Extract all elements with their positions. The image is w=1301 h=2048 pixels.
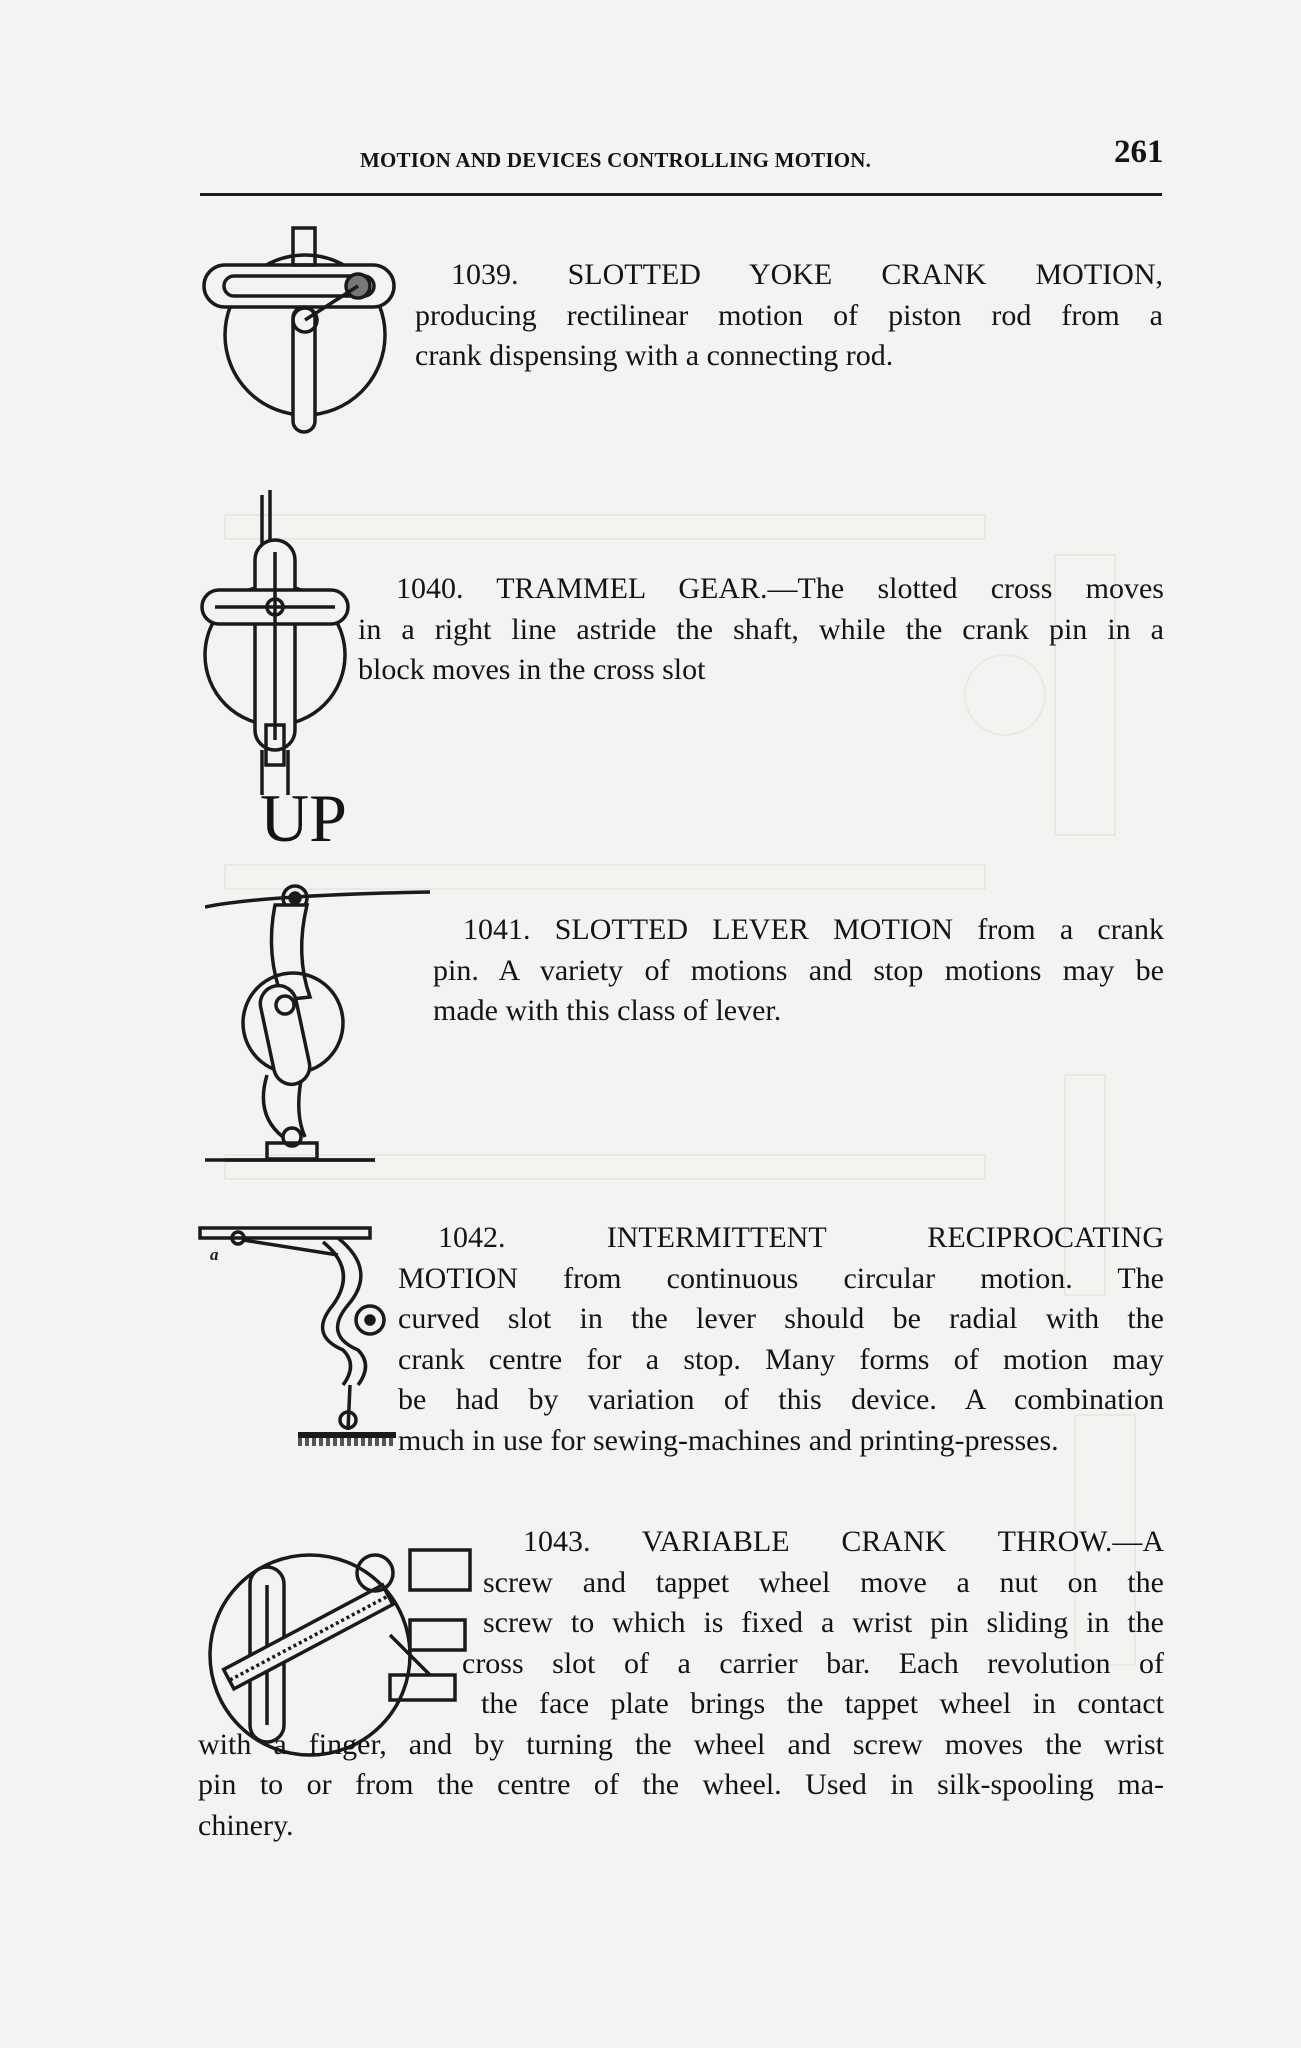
running-header: MOTION AND DEVICES CONTROLLING MOTION. xyxy=(360,148,872,172)
entry-line: in a right line astride the shaft, while the crank pin in a xyxy=(358,612,1164,646)
entry-line: 1039. SLOTTED YOKE CRANK MOTION, xyxy=(451,258,1163,291)
entry-line: crank centre for a stop. Many forms of motion may xyxy=(398,1342,1164,1376)
entry-line: much in use for sewing-machines and printing-presses. xyxy=(398,1423,1059,1457)
entry-1041 xyxy=(433,910,1164,1032)
entry-line: cross slot of a carrier bar. Each revolution of xyxy=(462,1646,1164,1680)
figure-label-a: a xyxy=(210,1245,219,1264)
entry-line: curved slot in the lever should be radial with the xyxy=(398,1302,1164,1335)
entry-line: 1040. TRAMMEL GEAR.—The slotted cross moves xyxy=(396,572,1164,605)
entry-line: 1042. INTERMITTENT RECIPROCATING xyxy=(438,1221,1164,1254)
entry-line: 1043. VARIABLE CRANK THROW.—A xyxy=(523,1525,1164,1558)
entry-1039 xyxy=(415,255,1163,377)
entry-line: MOTION from continuous circular motion. The xyxy=(398,1261,1164,1295)
entry-line: crank dispensing with a connecting rod. xyxy=(415,339,894,372)
figure-1041-slotted-lever xyxy=(205,875,435,1170)
entry-line: with a finger, and by turning the wheel and screw moves the wrist xyxy=(198,1727,1164,1761)
entry-line: block moves in the cross slot xyxy=(358,653,706,686)
page-number: 261 xyxy=(1114,134,1164,170)
entry-line: 1041. SLOTTED LEVER MOTION from a crank xyxy=(463,913,1164,946)
entry-line: made with this class of lever. xyxy=(433,994,782,1027)
entry-line: chinery. xyxy=(198,1808,294,1842)
header-rule xyxy=(200,193,1162,196)
entry-line: screw and tappet wheel move a nut on the xyxy=(483,1565,1164,1599)
figure-1039-slotted-yoke-crank xyxy=(200,220,405,445)
up-stamp: UP xyxy=(260,780,347,856)
entry-1042 xyxy=(398,1218,1164,1461)
entry-line: producing rectilinear motion of piston rod from a xyxy=(415,298,1163,332)
entry-line: screw to which is fixed a wrist pin sliding in the xyxy=(483,1606,1164,1639)
entry-line: pin. A variety of motions and stop motions may be xyxy=(433,953,1164,987)
entry-line: pin to or from the centre of the wheel. Used in silk-spooling ma- xyxy=(198,1768,1164,1801)
figure-1040-trammel-gear xyxy=(200,490,350,810)
entry-1043 xyxy=(198,1522,1164,1846)
entry-line: the face plate brings the tappet wheel in contact xyxy=(481,1687,1164,1720)
figure-1042-intermittent-reciprocating xyxy=(198,1220,398,1455)
entry-line: be had by variation of this device. A combination xyxy=(398,1383,1164,1416)
entry-1040 xyxy=(358,569,1164,691)
